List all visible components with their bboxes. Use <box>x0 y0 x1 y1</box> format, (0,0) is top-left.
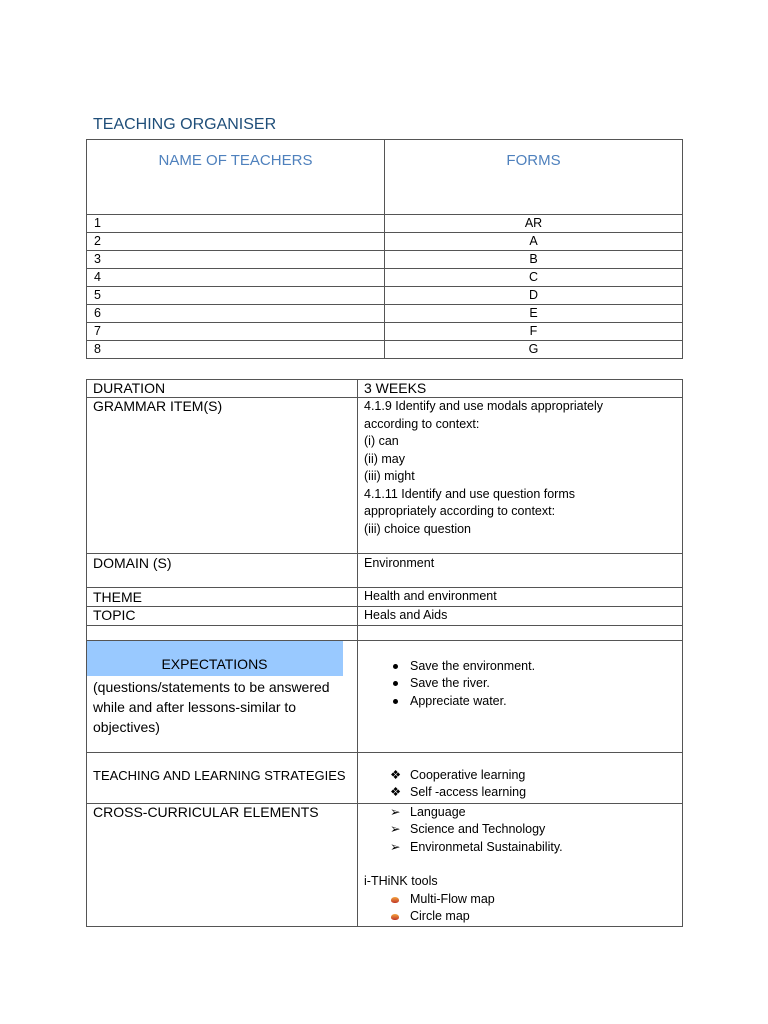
list-item <box>364 908 676 926</box>
list-item-text: Circle map <box>410 909 470 923</box>
teacher-form: E <box>385 305 683 323</box>
domain-label: DOMAIN (S) <box>87 554 358 588</box>
expectations-description: (questions/statements to be answered while and after lessons-similar to objectives) <box>93 678 330 735</box>
details-table <box>86 379 683 927</box>
flame-bullet-icon <box>391 914 399 920</box>
cce-value <box>358 803 683 926</box>
teachers-table <box>86 139 683 359</box>
row-blank <box>87 625 683 640</box>
duration-label: DURATION <box>87 380 358 398</box>
flame-bullet-icon <box>391 897 399 903</box>
teacher-row <box>87 251 683 269</box>
grammar-line: according to context: <box>364 416 480 431</box>
list-item <box>364 767 676 785</box>
teacher-row <box>87 269 683 287</box>
header-forms: FORMS <box>385 140 683 215</box>
topic-value: Heals and Aids <box>358 607 683 626</box>
strategies-list <box>364 767 676 802</box>
row-duration <box>87 380 683 398</box>
teacher-form: F <box>385 323 683 341</box>
teacher-form: D <box>385 287 683 305</box>
list-item <box>364 804 676 822</box>
teacher-row <box>87 287 683 305</box>
theme-value: Health and environment <box>358 588 683 607</box>
grammar-value <box>358 398 683 554</box>
list-item <box>364 891 676 909</box>
teacher-row <box>87 233 683 251</box>
teacher-number: 6 <box>87 305 385 323</box>
list-item-text: Multi-Flow map <box>410 891 495 906</box>
list-item-text: Environmetal Sustainability. <box>410 839 563 854</box>
row-grammar <box>87 398 683 554</box>
duration-value: 3 WEEKS <box>358 380 683 398</box>
teacher-number: 5 <box>87 287 385 305</box>
list-item <box>364 784 676 802</box>
cce-list <box>364 804 676 857</box>
list-item <box>364 675 676 693</box>
theme-label: THEME <box>87 588 358 607</box>
strategies-value <box>358 752 683 803</box>
diamond-bullet-icon: ❖ <box>390 785 402 799</box>
diamond-bullet-icon: ❖ <box>390 767 402 782</box>
teacher-number: 8 <box>87 341 385 359</box>
header-name-of-teachers: NAME OF TEACHERS <box>87 140 385 215</box>
list-item <box>364 839 676 857</box>
teacher-number: 7 <box>87 323 385 341</box>
teacher-number: 4 <box>87 269 385 287</box>
expectations-cell <box>87 640 358 752</box>
grammar-line: (ii) may <box>364 451 405 466</box>
blank-cell <box>87 625 358 640</box>
bullet-dot-icon <box>393 681 398 686</box>
teacher-row <box>87 215 683 233</box>
expectations-list <box>364 658 676 711</box>
grammar-lines <box>364 398 676 538</box>
arrowhead-bullet-icon: ➢ <box>390 839 401 854</box>
row-strategies <box>87 752 683 803</box>
teacher-form: C <box>385 269 683 287</box>
topic-label: TOPIC <box>87 607 358 626</box>
teacher-number: 2 <box>87 233 385 251</box>
teacher-row <box>87 323 683 341</box>
list-item-text: Science and Technology <box>410 822 546 836</box>
grammar-line: 4.1.9 Identify and use modals appropriately <box>364 399 604 413</box>
expectations-value <box>358 640 683 752</box>
expectations-label: EXPECTATIONS <box>86 640 343 676</box>
list-item-text: Save the environment. <box>410 658 536 673</box>
teacher-number: 3 <box>87 251 385 269</box>
arrowhead-bullet-icon: ➢ <box>390 804 401 819</box>
row-domain <box>87 554 683 588</box>
cce-label: CROSS-CURRICULAR ELEMENTS <box>87 803 358 926</box>
list-item <box>364 658 676 676</box>
teacher-form: AR <box>385 215 683 233</box>
teacher-form: B <box>385 251 683 269</box>
bullet-dot-icon <box>393 699 398 704</box>
list-item-text: Language <box>410 804 466 819</box>
teacher-number: 1 <box>87 215 385 233</box>
grammar-line: (i) can <box>364 434 399 448</box>
arrowhead-bullet-icon: ➢ <box>390 822 401 836</box>
grammar-line: (iii) might <box>364 469 415 483</box>
grammar-label: GRAMMAR ITEM(S) <box>87 398 358 554</box>
list-item-text: Appreciate water. <box>410 693 507 708</box>
ithink-label: i-THiNK tools <box>364 874 438 888</box>
bullet-dot-icon <box>393 664 398 669</box>
strategies-label: TEACHING AND LEARNING STRATEGIES <box>87 752 358 803</box>
row-theme <box>87 588 683 607</box>
ithink-list <box>364 891 676 926</box>
domain-value: Environment <box>358 554 683 588</box>
teachers-table-header <box>87 140 683 215</box>
teacher-row <box>87 341 683 359</box>
grammar-line: appropriately according to context: <box>364 504 556 518</box>
list-item <box>364 693 676 711</box>
list-item <box>364 821 676 839</box>
row-cce <box>87 803 683 926</box>
teacher-row <box>87 305 683 323</box>
row-topic <box>87 607 683 626</box>
list-item-text: Self -access learning <box>410 785 527 799</box>
blank-cell <box>358 625 683 640</box>
grammar-line: 4.1.11 Identify and use question forms <box>364 486 576 501</box>
list-item-text: Save the river. <box>410 676 490 690</box>
list-item-text: Cooperative learning <box>410 767 526 782</box>
page-title: TEACHING ORGANISER <box>93 116 277 133</box>
grammar-line: (iii) choice question <box>364 521 471 536</box>
row-expectations <box>87 640 683 752</box>
teacher-form: A <box>385 233 683 251</box>
teacher-form: G <box>385 341 683 359</box>
